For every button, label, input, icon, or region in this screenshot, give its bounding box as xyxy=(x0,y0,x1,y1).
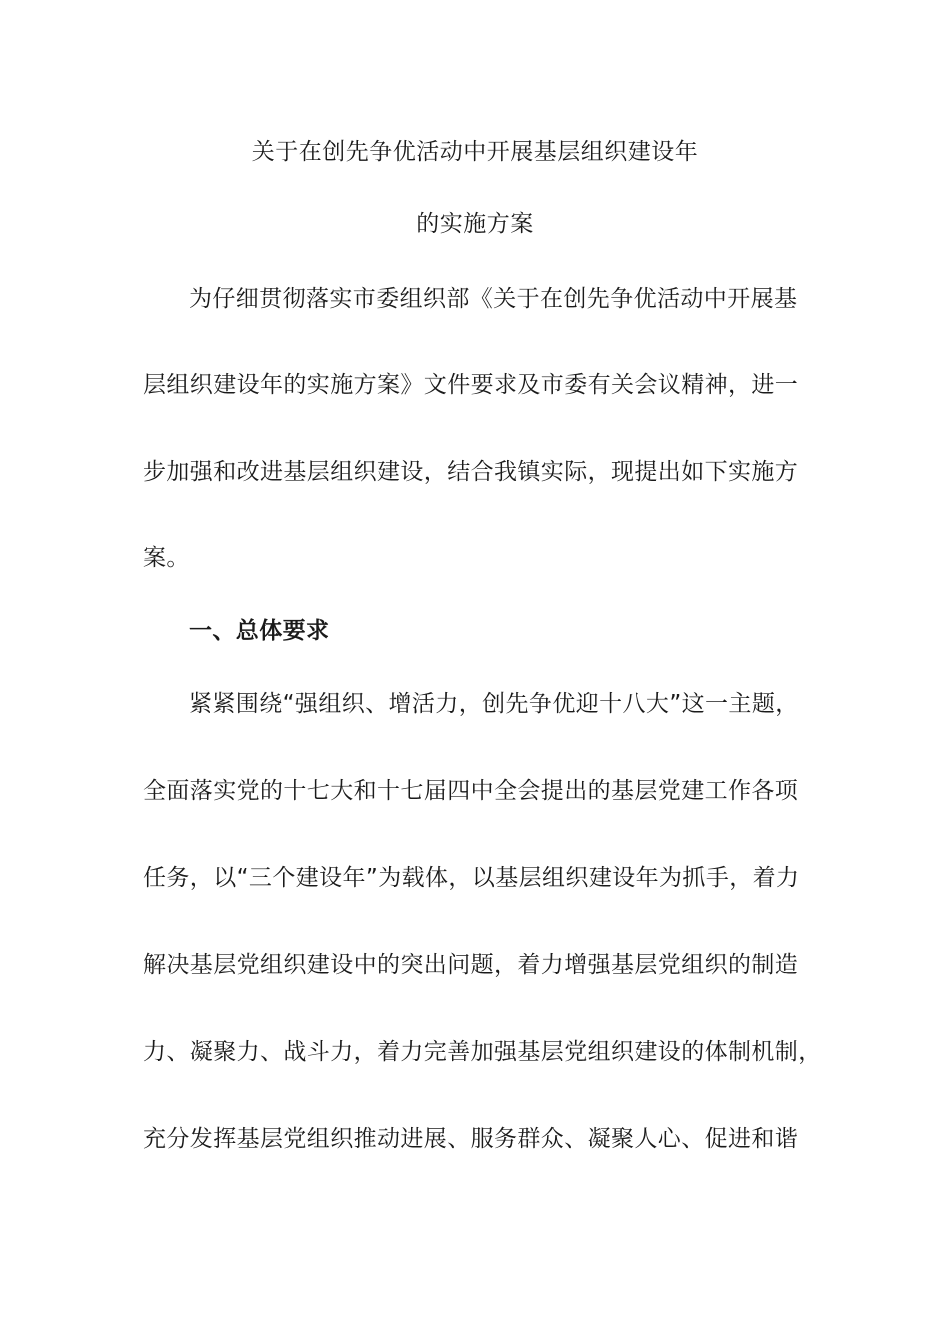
paragraph-2-line-6: 充分发挥基层党组织推动进展、服务群众、凝聚人心、促进和谐 xyxy=(143,1126,799,1152)
paragraph-1-line-1: 为仔细贯彻落实市委组织部《关于在创先争优活动中开展基 xyxy=(189,286,798,312)
document-title-line-1: 关于在创先争优活动中开展基层组织建设年 xyxy=(251,139,699,165)
paragraph-2-line-2: 全面落实党的十七大和十七届四中全会提出的基层党建工作各项 xyxy=(143,778,799,804)
paragraph-2-line-1: 紧紧围绕“强组织、增活力，创先争优迎十八大”这一主题， xyxy=(189,691,799,717)
paragraph-2-line-3: 任务，以“三个建设年”为载体，以基层组织建设年为抓手，着力 xyxy=(143,865,800,891)
paragraph-1-line-3: 步加强和改进基层组织建设，结合我镇实际，现提出如下实施方 xyxy=(143,459,799,485)
section-1-heading: 一、总体要求 xyxy=(189,618,330,644)
paragraph-1-line-2: 层组织建设年的实施方案》文件要求及市委有关会议精神，进一 xyxy=(143,372,799,398)
paragraph-1-line-4: 案。 xyxy=(143,545,190,571)
paragraph-2-line-5: 力、凝聚力、战斗力，着力完善加强基层党组织建设的体制机制， xyxy=(143,1039,822,1065)
paragraph-2-line-4: 解决基层党组织建设中的突出问题，着力增强基层党组织的制造 xyxy=(143,952,799,978)
document-title-line-2: 的实施方案 xyxy=(416,211,534,237)
